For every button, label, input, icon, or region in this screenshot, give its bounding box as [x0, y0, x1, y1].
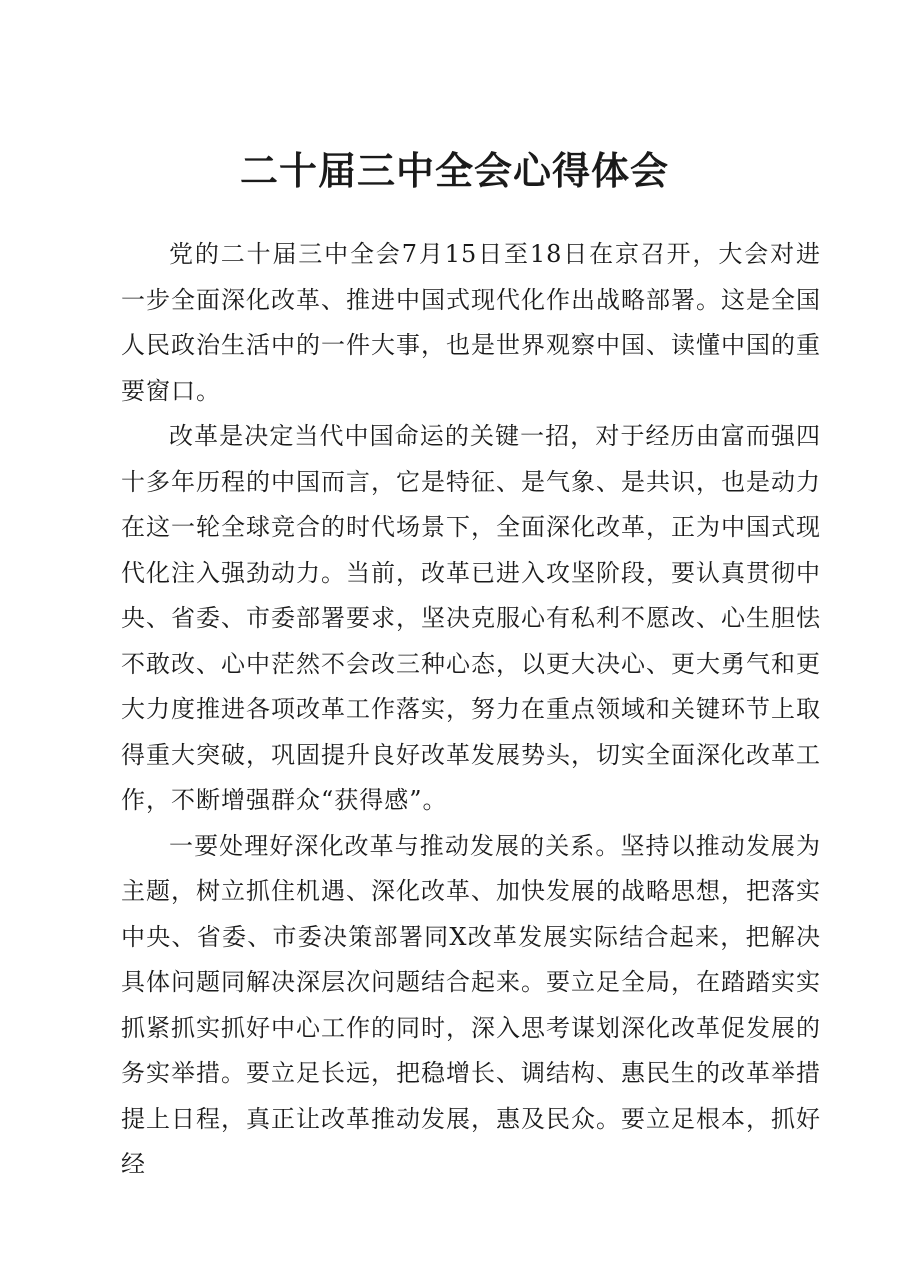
document-body [121, 232, 821, 1188]
paragraph-2: 改革是决定当代中国命运的关键一招，对于经历由富而强四十多年历程的中国而言，它是特征、是气象、是共识，也是动力在这一轮全球竞合的时代场景下，全面深化改革，正为中国式现代化注入强劲动力。当前，改革已进入攻坚阶段，要认真贯彻中央、省委、市委部署要求，坚决克服心有私利不愿改、心生胆怯不敢改、心中茫然不会改三种心态，以更大决心、更大勇气和更大力度推进各项改革工作落实，努力在重点领域和关键环节上取得重大突破，巩固提升良好改革发展势头，切实全面深化改革工作，不断增强群众“获得感”。 [121, 422, 821, 814]
paragraph-1: 党的二十届三中全会7月15日至18日在京召开，大会对进一步全面深化改革、推进中国式现代化作出战略部署。这是全国人民政治生活中的一件大事，也是世界观察中国、读懂中国的重要窗口。 [121, 240, 821, 405]
document-title: 二十届三中全会心得体会 [239, 148, 669, 193]
paragraph-3: 一要处理好深化改革与推动发展的关系。坚持以推动发展为主题，树立抓住机遇、深化改革、加快发展的战略思想，把落实中央、省委、市委决策部署同X改革发展实际结合起来，把解决具体问题同解决深层次问题结合起来。要立足全局，在踏踏实实抓紧抓实抓好中心工作的同时，深入思考谋划深化改革促发展的务实举措。要立足长远，把稳增长、调结构、惠民生的改革举措提上日程，真正让改革推动发展，惠及民众。要立足根本，抓好经 [121, 831, 821, 1178]
